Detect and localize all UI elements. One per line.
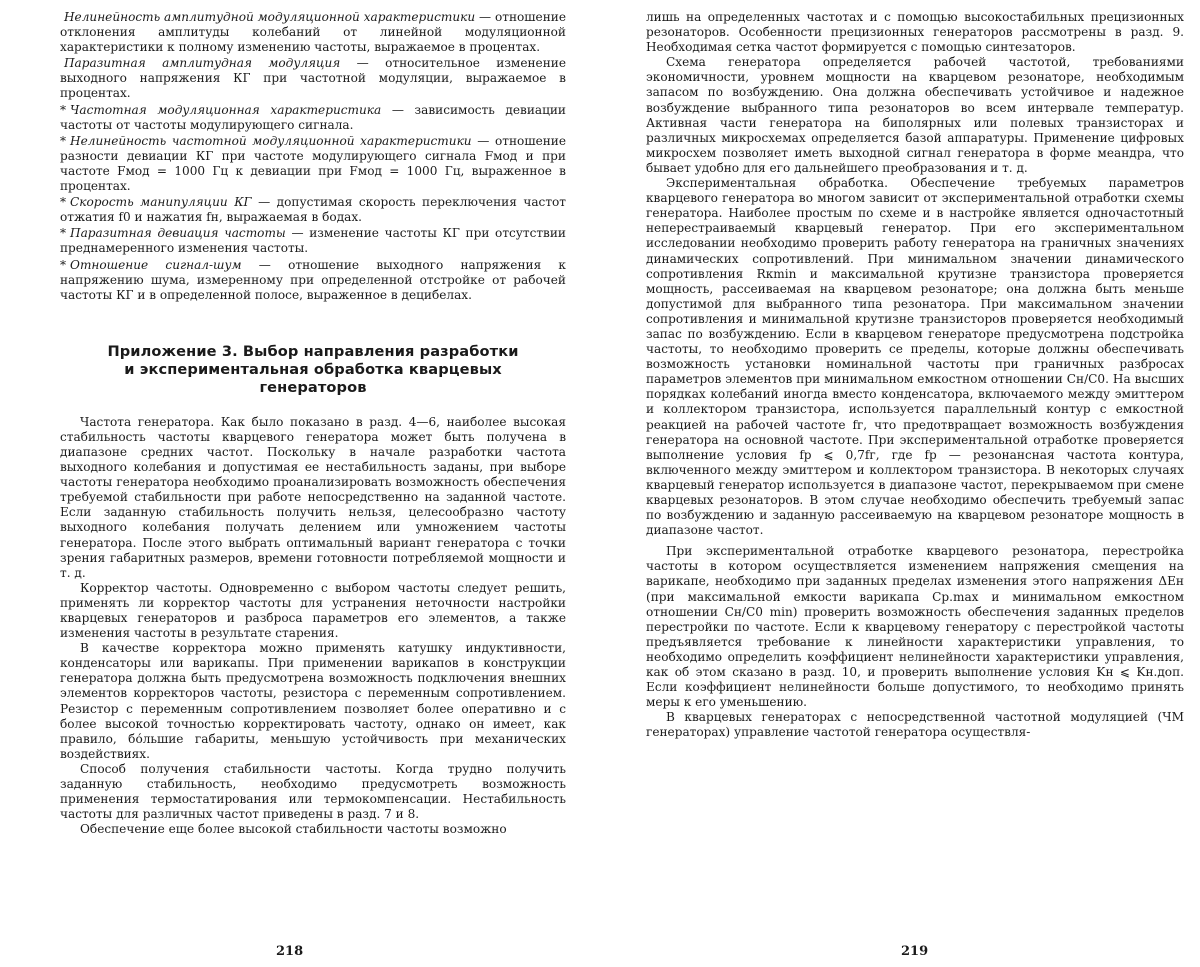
body-paragraph: Экспериментальная обработка. Обеспечение требуемых параметров кварцевого генератора во многом зависит от экспериментальной отработки схемы генератора. Наиболее простым по схеме и в настройке является одночастотный неперестраиваемый кварцевый генератор. При его экспериментальном исследовании необходимо проверить работу генератора на граничных значениях динамических сопротивлений. При минимальном значении динамического сопротивления Rкmin и максимальной крутизне транзистора проверяется мощность, рассеиваемая на кварцевом резонаторе; она должна быть меньше допустимой для выбранного типа резонатора. При максимальном значении сопротивления и минимальной крутизне транзисторов проверяется необходимый запас по возбуждению. Если в кварцевом генераторе предусмотрена подстройка частоты, то необходимо проверить се пределы, которые должны обеспечивать возможность установки номинальной частоты при граничных разбросах параметров элементов при минимальном емкостном отношении Cн/C0. На высших порядках колебаний иногда вместо конденсатора, включаемого между эмиттером и коллектором транзистора, используется параллельный контур с емкостной реакцией на рабочей частоте fг, что предотвращает возможность возбуждения генератора на основной частоте. При экспериментальной отработке проверяется выполнение условия fр ⩽ 0,7fг, где fр — резонансная частота контура, включенного между эмиттером и коллектором транзистора. В некоторых случаях кварцевый генератор используется в диапазоне частот, перекрываемом при смене кварцевых резонаторов. В этом случае необходимо обеспечить требуемый запас по возбуждению и заданную рассеиваемую на кварцевом резонаторе мощность в диапазоне частот.	[646, 176, 1184, 538]
appendix-heading-line: и экспериментальная обработка кварцевых	[124, 360, 502, 378]
appendix-heading-line: Приложение 3. Выбор направления разработки	[107, 342, 519, 360]
definition-text: — изменение частоты КГ при отсутствии преднамеренного изменения частоты.	[60, 226, 566, 256]
definition-marker: *	[60, 226, 67, 241]
appendix-heading	[60, 343, 566, 397]
body-paragraph: В качестве корректора можно применять катушку индуктивности, конденсаторы или варикапы. При применении варикапов в конструкции генератора должна быть предусмотрена возможность подключения внешних элементов корректоров частоты, резистора с переменным сопротивлением. Резистор с переменным сопротивлением позволяет более оперативно и с более высокой точностью корректировать частоту, однако он имеет, как правило, бо́льшие габариты, меньшую устойчивость при механических воздействиях.	[60, 641, 566, 761]
right-page	[600, 0, 1200, 967]
body-paragraph: В кварцевых генераторах с непосредственной частотной модуляцией (ЧМ генераторах) управление частотой генератора осуществля-	[646, 710, 1184, 740]
definition	[60, 56, 566, 101]
definition-term: Паразитная амплитудная модуляция	[64, 56, 341, 71]
appendix-heading-line: генераторов	[259, 378, 367, 396]
definition-term: Скорость манипуляции КГ	[70, 195, 252, 210]
definition-text: — отношение отклонения амплитуды колебаний от линейной модуляционной характеристики к полному изменению частоты, выражаемое в процентах.	[60, 10, 566, 55]
definition-text: — допустимая скорость переключения частот отжатия f0 и нажатия fн, выражаемая в бодах.	[60, 195, 566, 225]
body-paragraph: При экспериментальной отработке кварцевого резонатора, перестройка частоты в котором осуществляется изменением напряжения смещения на варикапе, необходимо при заданных пределах изменения этого напряжения ΔEн (при максимальной емкости варикапа Cр.max и минимальном емкостном отношении Cн/C0 min) проверить возможность обеспечения заданных пределов перестройки по частоте. Если к кварцевому генератору с перестройкой частоты предъявляется требование к линейности характеристики управления, то необходимо определить коэффициент нелинейности характеристики управления, как об этом сказано в разд. 10, и проверить выполнение условия Kн ⩽ Kн.доп. Если коэффициент нелинейности больше допустимого, то необходимо принять меры к его уменьшению.	[646, 544, 1184, 710]
definition	[60, 258, 566, 303]
definition-term: Нелинейность частотной модуляционной характеристики	[70, 133, 472, 148]
definition-marker: *	[60, 257, 67, 272]
body-paragraph: Обеспечение еще более высокой стабильности частоты возможно	[80, 822, 507, 837]
body-paragraph: лишь на определенных частотах и с помощью высокостабильных прецизионных резонаторов. Особенности прецизионных генераторов рассмотрены в разд. 9. Необходимая сетка частот формируется с помощью синтезаторов.	[646, 10, 1184, 55]
body-paragraph: Корректор частоты. Одновременно с выбором частоты следует решить, применять ли корректор частоты для устранения неточности настройки кварцевых генераторов и разброса параметров его элементов, а также изменения частоты в результате старения.	[60, 580, 566, 641]
definition-marker: *	[60, 133, 67, 148]
definition-text: — отношение выходного напряжения к напряжению шума, измеренному при определенной отстройке от рабочей частоты КГ и в определенной полосе, выраженное в децибелах.	[60, 257, 566, 302]
definition	[60, 10, 566, 55]
right-column	[646, 10, 1184, 741]
body-paragraph: Способ получения стабильности частоты. Когда трудно получить заданную стабильность, необходимо предусмотреть возможность применения термостатирования или термокомпенсации. Нестабильность частоты для различных частот приведены в разд. 7 и 8.	[60, 761, 566, 822]
definition-term: Отношение сигнал-шум	[70, 257, 242, 272]
definition-text: — зависимость девиации частоты от частоты модулирующего сигнала.	[60, 102, 566, 132]
definition-text: — относительное изменение выходного напряжения КГ при частотной модуляции, выражаемое в процентах.	[60, 56, 566, 101]
definition-term: Частотная модуляционная характеристика	[70, 102, 382, 117]
definition-term: Нелинейность амплитудной модуляционной характеристики	[64, 10, 476, 24]
definition-marker: *	[60, 195, 67, 210]
definition-text: — отношение разности девиации КГ при частоте модулирующего сигнала Fмод и при частоте Fмод = 1000 Гц к девиации при Fмод = 1000 Гц, выраженное в процентах.	[60, 133, 567, 194]
definition	[60, 226, 566, 256]
left-column	[60, 10, 566, 837]
body-paragraph: Схема генератора определяется рабочей частотой, требованиями экономичности, уровнем мощности на кварцевом резонаторе, необходимым запасом по возбуждению. Она должна обеспечивать устойчивое и надежное возбуждение выбранного типа резонаторов во всем интервале температур. Активная части генератора на биполярных или полевых транзисторах и различных микросхемах определяется базой аппаратуры. Применение цифровых микросхем позволяет иметь выходной сигнал генератора в форме меандра, что бывает удобно для его дальнейшего преобразования и т. д.	[646, 55, 1184, 175]
definition-term: Паразитная девиация частоты	[70, 226, 286, 241]
definition	[60, 134, 566, 194]
definition	[60, 103, 566, 133]
body-paragraph: Частота генератора. Как было показано в разд. 4—6, наиболее высокая стабильность частоты кварцевого генератора может быть получена в диапазоне средних частот. Поскольку в начале разработки частота выходного колебания и допустимая ее нестабильность заданы, при выборе частоты генератора необходимо проанализировать возможность обеспечения требуемой стабильности при работе непосредственно на заданной частоте. Если заданную стабильность получить нельзя, целесообразно частоту выходного колебания получать делением или умножением частоты генератора. После этого выбрать оптимальный вариант генератора с точки зрения габаритных размеров, времени готовности потребляемой мощности и т. д.	[60, 414, 566, 580]
definition-marker: *	[60, 102, 67, 117]
page-number: 219	[901, 944, 929, 959]
page-number: 218	[276, 944, 304, 959]
definition	[60, 195, 566, 225]
